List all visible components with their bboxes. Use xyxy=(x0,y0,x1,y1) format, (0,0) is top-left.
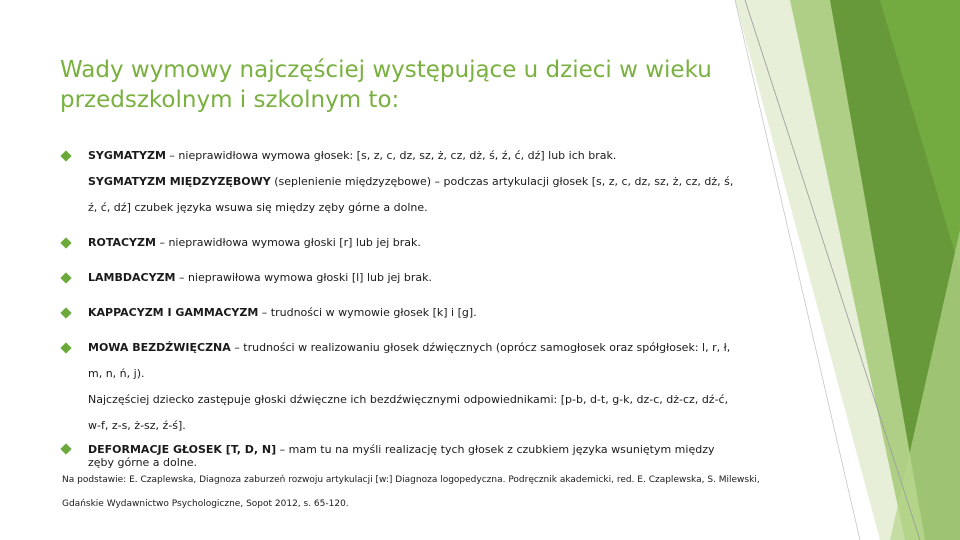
diamond-bullet-icon xyxy=(60,307,71,318)
item-label: DEFORMACJE GŁOSEK [T, D, N] xyxy=(88,443,277,456)
diamond-bullet-icon xyxy=(60,443,71,454)
list-item-rotacyzm xyxy=(62,230,742,256)
item-text: – mam tu na myśli realizację tych głosek z czubkiem języka wsuniętym między zęby górne a dolne. xyxy=(88,443,715,469)
diamond-bullet-icon xyxy=(60,272,71,283)
item-label: SYGMATYZM xyxy=(88,149,166,162)
item-label: LAMBDACYZM xyxy=(88,271,176,284)
sub-item-mowa-bezdzwieczna: Najczęściej dziecko zastępuje głoski dźwięczne ich bezdźwięcznymi odpowiednikami: [p-b, d-t, g-k, dz-c, dż-cz, dź-ć, w-f, z-s, ż-sz, ź-ś]. xyxy=(88,393,729,432)
item-label: ROTACYZM xyxy=(88,236,156,249)
item-text: – nieprawiłowa wymowa głoski [l] lub jej brak. xyxy=(175,271,432,284)
list-item-mowa-bezdzwieczna xyxy=(62,335,742,387)
diamond-bullet-icon xyxy=(60,237,71,248)
footnote-source: Na podstawie: E. Czaplewska, Diagnoza zaburzeń rozwoju artykulacji [w:] Diagnoza logopedyczna. Podręcznik akademicki, red. E. Czaplewska, S. Milewski, Gdańskie Wydawnictwo Psychologiczne, Sopot 2012, s. 65-120. xyxy=(62,475,760,509)
diamond-bullet-icon xyxy=(60,150,71,161)
list-item-lambdacyzm xyxy=(62,265,742,291)
list-item-sygmatyzm xyxy=(62,143,742,169)
sub-item-label: SYGMATYZM MIĘDZYZĘBOWY xyxy=(88,175,271,188)
slide-title: Wady wymowy najczęściej występujące u dzieci w wieku przedszkolnym i szkolnym to: xyxy=(60,57,712,113)
item-label: MOWA BEZDŹWIĘCZNA xyxy=(88,341,231,354)
slide-content xyxy=(62,143,742,469)
item-text: – trudności w realizowaniu głosek dźwięcznych (oprócz samogłosek oraz spółgłosek: l, r, ł, m, n, ń, j). xyxy=(88,341,731,380)
item-text: – trudności w wymowie głosek [k] i [g]. xyxy=(258,306,477,319)
item-text: – nieprawidłowa wymowa głosek: [s, z, c, dz, sz, ż, cz, dż, ś, ź, ć, dź] lub ich brak. xyxy=(165,149,617,162)
sub-item-sygmatyzm-miedzyzebowy xyxy=(62,169,742,221)
item-label: KAPPACYZM I GAMMACYZM xyxy=(88,306,259,319)
item-text: – nieprawidłowa wymowa głoski [r] lub jej brak. xyxy=(155,236,421,249)
diamond-bullet-icon xyxy=(60,342,71,353)
sub-item-text: (seplenienie międzyzębowe) – podczas artykulacji głosek [s, z, c, dz, sz, ż, cz, dż, ś, ź, ć, dź] czubek języka wsuwa się między zęby górne a dolne. xyxy=(88,175,734,214)
list-item-kappacyzm xyxy=(62,300,742,326)
list-item-deformacje xyxy=(62,439,742,469)
